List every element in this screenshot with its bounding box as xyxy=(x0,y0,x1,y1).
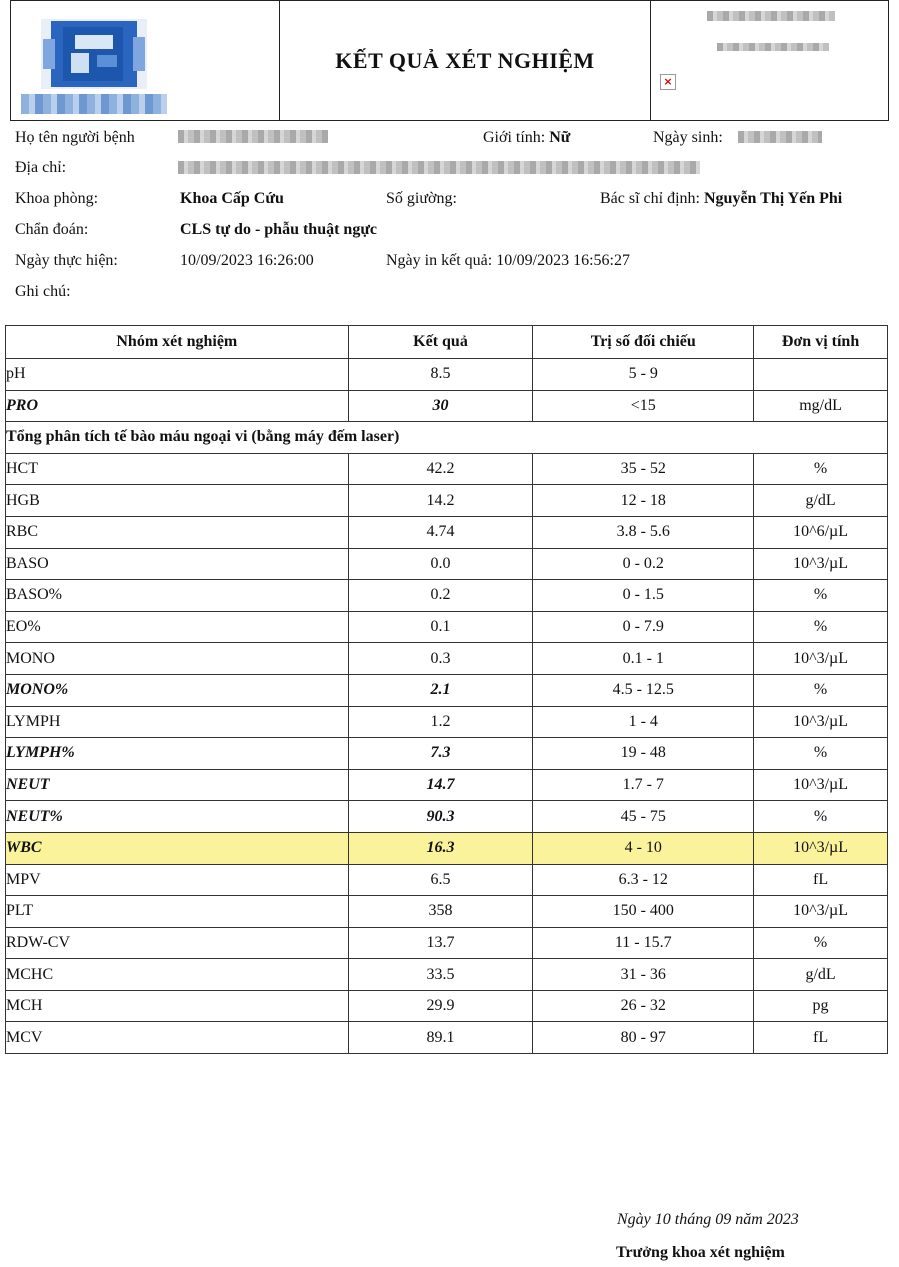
unit-cell: pg xyxy=(754,990,888,1022)
hospital-logo-cell xyxy=(11,1,280,120)
diagnosis-label: Chẩn đoán: xyxy=(15,221,89,238)
table-row xyxy=(6,706,888,738)
doctor-field xyxy=(600,190,842,208)
doctor-label: Bác sĩ chỉ định: xyxy=(600,190,700,207)
table-row xyxy=(6,485,888,517)
patient-name-label: Họ tên người bệnh xyxy=(15,129,135,146)
unit-cell: 10^3/µL xyxy=(754,548,888,580)
reference-range-cell: 4 - 10 xyxy=(533,832,754,864)
test-name-cell: LYMPH xyxy=(6,706,349,738)
reference-range-cell: 0 - 0.2 xyxy=(533,548,754,580)
table-row xyxy=(6,959,888,991)
diagnosis-value: CLS tự do - phẫu thuật ngực xyxy=(180,221,378,238)
unit-cell: % xyxy=(754,674,888,706)
column-header-reference-range: Trị số đối chiếu xyxy=(533,326,754,359)
result-cell: 90.3 xyxy=(348,801,533,833)
result-cell: 0.3 xyxy=(348,643,533,675)
result-cell: 42.2 xyxy=(348,453,533,485)
reference-range-cell: 1 - 4 xyxy=(533,706,754,738)
test-name-cell: NEUT% xyxy=(6,801,349,833)
test-name-cell: BASO xyxy=(6,548,349,580)
column-header-result: Kết quả xyxy=(348,326,533,359)
result-cell: 33.5 xyxy=(348,959,533,991)
unit-cell: 10^3/µL xyxy=(754,832,888,864)
results-table xyxy=(5,325,888,1054)
table-row xyxy=(6,643,888,675)
table-header-row xyxy=(6,326,888,359)
bed-label: Số giường: xyxy=(386,190,457,207)
result-cell: 89.1 xyxy=(348,1022,533,1054)
gender-label: Giới tính: xyxy=(483,129,546,146)
table-row xyxy=(6,769,888,801)
printed-date-field xyxy=(386,252,630,270)
result-cell: 0.1 xyxy=(348,611,533,643)
reference-range-cell: 4.5 - 12.5 xyxy=(533,674,754,706)
reference-range-cell: 0 - 1.5 xyxy=(533,580,754,612)
hospital-logo xyxy=(41,19,147,89)
reference-range-cell: 0.1 - 1 xyxy=(533,643,754,675)
unit-cell xyxy=(754,359,888,391)
test-name-cell: PRO xyxy=(6,390,349,422)
reference-range-cell: 26 - 32 xyxy=(533,990,754,1022)
performed-date-value: 10/09/2023 16:26:00 xyxy=(180,252,314,269)
result-cell: 4.74 xyxy=(348,516,533,548)
unit-cell: 10^3/µL xyxy=(754,896,888,928)
unit-cell: % xyxy=(754,801,888,833)
printed-date-label: Ngày in kết quả: xyxy=(386,252,493,269)
reference-range-cell: 35 - 52 xyxy=(533,453,754,485)
title-cell xyxy=(280,1,651,120)
report-header xyxy=(10,0,889,121)
test-name-cell: MCH xyxy=(6,990,349,1022)
column-header-test-group: Nhóm xét nghiệm xyxy=(6,326,349,359)
table-row xyxy=(6,674,888,706)
note-label: Ghi chú: xyxy=(15,283,71,300)
signer-title: Trưởng khoa xét nghiệm xyxy=(616,1244,785,1261)
unit-cell: g/dL xyxy=(754,485,888,517)
test-name-cell: MPV xyxy=(6,864,349,896)
dob-label: Ngày sinh: xyxy=(653,129,723,146)
test-name-cell: RDW-CV xyxy=(6,927,349,959)
reference-range-cell: 6.3 - 12 xyxy=(533,864,754,896)
unit-cell: % xyxy=(754,453,888,485)
results-body xyxy=(6,359,888,1054)
group-label: Tổng phân tích tế bào máu ngoại vi (bằng máy đếm laser) xyxy=(6,422,888,454)
broken-image-icon: × xyxy=(660,74,676,90)
reference-range-cell: 5 - 9 xyxy=(533,359,754,391)
result-cell: 29.9 xyxy=(348,990,533,1022)
table-row xyxy=(6,990,888,1022)
doctor-value: Nguyễn Thị Yến Phi xyxy=(703,190,843,207)
table-row xyxy=(6,453,888,485)
test-name-cell: LYMPH% xyxy=(6,738,349,770)
test-name-cell: BASO% xyxy=(6,580,349,612)
reference-range-cell: <15 xyxy=(533,390,754,422)
reference-range-cell: 12 - 18 xyxy=(533,485,754,517)
table-group-row xyxy=(6,422,888,454)
redacted-patient-name xyxy=(178,130,328,143)
result-cell: 0.2 xyxy=(348,580,533,612)
test-name-cell: MONO% xyxy=(6,674,349,706)
table-row xyxy=(6,927,888,959)
unit-cell: % xyxy=(754,927,888,959)
unit-cell: 10^3/µL xyxy=(754,769,888,801)
signature-date: Ngày 10 tháng 09 năm 2023 xyxy=(617,1211,799,1228)
column-header-unit: Đơn vị tính xyxy=(754,326,888,359)
result-cell: 1.2 xyxy=(348,706,533,738)
test-name-cell: MONO xyxy=(6,643,349,675)
unit-cell: fL xyxy=(754,1022,888,1054)
test-name-cell: HGB xyxy=(6,485,349,517)
unit-cell: mg/dL xyxy=(754,390,888,422)
result-cell: 2.1 xyxy=(348,674,533,706)
unit-cell: % xyxy=(754,611,888,643)
printed-date-value: 10/09/2023 16:56:27 xyxy=(496,252,630,269)
test-name-cell: pH xyxy=(6,359,349,391)
unit-cell: g/dL xyxy=(754,959,888,991)
result-cell: 13.7 xyxy=(348,927,533,959)
redacted-dob xyxy=(738,131,822,143)
header-right-cell xyxy=(651,1,888,120)
table-row xyxy=(6,359,888,391)
reference-range-cell: 45 - 75 xyxy=(533,801,754,833)
table-row xyxy=(6,390,888,422)
table-row xyxy=(6,801,888,833)
result-cell: 30 xyxy=(348,390,533,422)
unit-cell: % xyxy=(754,738,888,770)
table-row xyxy=(6,896,888,928)
result-cell: 14.2 xyxy=(348,485,533,517)
result-cell: 6.5 xyxy=(348,864,533,896)
unit-cell: % xyxy=(754,580,888,612)
result-cell: 0.0 xyxy=(348,548,533,580)
redacted-address xyxy=(178,161,700,174)
result-cell: 16.3 xyxy=(348,832,533,864)
table-row xyxy=(6,1022,888,1054)
redacted-barcode-text xyxy=(717,43,829,51)
hospital-name-blurred xyxy=(21,94,167,114)
result-cell: 7.3 xyxy=(348,738,533,770)
test-name-cell: MCV xyxy=(6,1022,349,1054)
unit-cell: 10^6/µL xyxy=(754,516,888,548)
table-row xyxy=(6,864,888,896)
reference-range-cell: 150 - 400 xyxy=(533,896,754,928)
reference-range-cell: 3.8 - 5.6 xyxy=(533,516,754,548)
result-cell: 358 xyxy=(348,896,533,928)
page-title: KẾT QUẢ XÉT NGHIỆM xyxy=(335,47,595,73)
unit-cell: 10^3/µL xyxy=(754,643,888,675)
reference-range-cell: 0 - 7.9 xyxy=(533,611,754,643)
test-name-cell: HCT xyxy=(6,453,349,485)
test-name-cell: EO% xyxy=(6,611,349,643)
reference-range-cell: 31 - 36 xyxy=(533,959,754,991)
result-cell: 8.5 xyxy=(348,359,533,391)
test-name-cell: NEUT xyxy=(6,769,349,801)
reference-range-cell: 11 - 15.7 xyxy=(533,927,754,959)
address-label: Địa chỉ: xyxy=(15,159,67,176)
gender-field xyxy=(483,129,570,147)
test-name-cell: RBC xyxy=(6,516,349,548)
gender-value: Nữ xyxy=(549,129,571,146)
department-value: Khoa Cấp Cứu xyxy=(180,190,284,207)
test-name-cell: MCHC xyxy=(6,959,349,991)
test-name-cell: WBC xyxy=(6,832,349,864)
test-name-cell: PLT xyxy=(6,896,349,928)
unit-cell: 10^3/µL xyxy=(754,706,888,738)
table-row xyxy=(6,516,888,548)
result-cell: 14.7 xyxy=(348,769,533,801)
table-row xyxy=(6,548,888,580)
performed-date-label: Ngày thực hiện: xyxy=(15,252,118,269)
reference-range-cell: 80 - 97 xyxy=(533,1022,754,1054)
department-label: Khoa phòng: xyxy=(15,190,99,207)
redacted-code xyxy=(707,11,835,21)
reference-range-cell: 19 - 48 xyxy=(533,738,754,770)
reference-range-cell: 1.7 - 7 xyxy=(533,769,754,801)
unit-cell: fL xyxy=(754,864,888,896)
table-row xyxy=(6,611,888,643)
table-row xyxy=(6,580,888,612)
table-row xyxy=(6,738,888,770)
table-row xyxy=(6,832,888,864)
